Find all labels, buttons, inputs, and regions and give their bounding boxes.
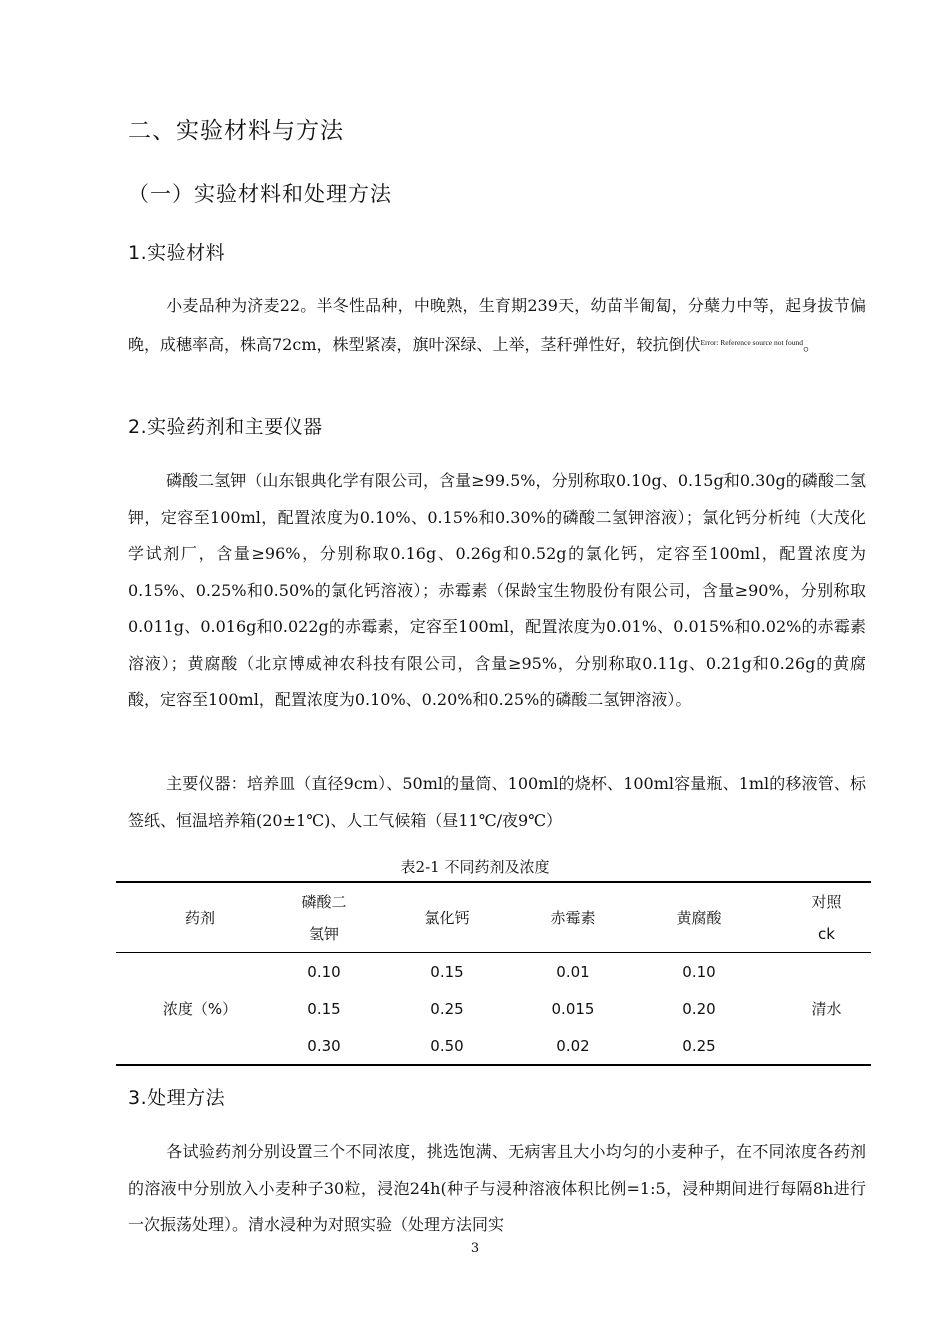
reagent-concentration-table <box>116 881 871 1066</box>
table-cell: 0.01 <box>530 953 616 991</box>
reference-error-note: Error: Reference source not found <box>700 337 803 347</box>
table-cell: 0.10 <box>616 953 782 991</box>
heading-experiment-materials: 1.实验材料 <box>128 242 226 264</box>
paragraph-end: 。 <box>802 334 819 354</box>
header-cell-kh2po4 <box>284 882 364 953</box>
table-cell: 0.02 <box>530 1027 616 1065</box>
heading-treatment-method: 3.处理方法 <box>128 1087 226 1109</box>
header-cell-cacl2: 氯化钙 <box>364 882 530 953</box>
control-cell: 清水 <box>782 953 871 1066</box>
table-header-row <box>116 882 871 953</box>
header-text: 磷酸二 <box>301 892 347 911</box>
header-text: ck <box>818 924 835 943</box>
header-text: 氢钾 <box>308 924 339 943</box>
paragraph-text: 主要仪器：培养皿（直径9cm）、50ml的量筒、100ml的烧杯、100ml容量瓶、1ml的移液管、标签纸、恒温培养箱(20±1℃)、人工气候箱（昼11℃/夜9℃） <box>128 774 866 830</box>
page-number: 3 <box>470 1241 480 1256</box>
table-cell: 0.15 <box>364 953 530 991</box>
section-heading: 二、实验材料与方法 <box>128 118 344 144</box>
paragraph-text: 各试验药剂分别设置三个不同浓度，挑选饱满、无病害且大小均匀的小麦种子，在不同浓度各药剂的溶液中分别放入小麦种子30粒，浸泡24h(种子与浸种溶液体积比例=1:5，浸种期间进行每隔8h进行一次振荡处理）。清水浸种为对照实验（处理方法同实 <box>128 1142 866 1234</box>
row-label-concentration: 浓度（%） <box>116 953 284 1066</box>
table-cell: 0.25 <box>430 999 464 1018</box>
paragraph-text: 磷酸二氢钾（山东银典化学有限公司，含量≥99.5%，分别称取0.10g、0.15g和0.30g的磷酸二氢钾，定容至100ml，配置浓度为0.10%、0.15%和0.30%的磷酸二氢钾溶液）；氯化钙分析纯（大茂化学试剂厂，含量≥96%，分别称取0.16g、0.26g和0.52g的氯化钙，定容至100ml，配置浓度为0.15%、0.25%和0.50%的氯化钙溶液）；赤霉素（保龄宝生物股份有限公司，含量≥90%，分别称取0.011g、0.016g和0.022g的赤霉素，定容至100ml，配置浓度为0.01%、0.015%和0.02%的赤霉素溶液）；黄腐酸（北京博威神农科技有限公司，含量≥95%，分别称取0.11g、0.21g和0.26g的黄腐酸，定容至100ml，配置浓度为0.10%、0.20%和0.25%的磷酸二氢钾溶液）。 <box>128 471 866 709</box>
table-cell: 0.30 <box>284 1027 364 1065</box>
subsection-heading: （一）实验材料和处理方法 <box>128 182 392 206</box>
paragraph-reagents <box>128 463 866 719</box>
header-cell-fulvic-acid: 黄腐酸 <box>616 882 782 953</box>
table-cell: 0.25 <box>616 1027 782 1065</box>
heading-reagents-instruments: 2.实验药剂和主要仪器 <box>128 416 323 438</box>
table-cell: 0.15 <box>307 999 341 1018</box>
header-text: 对照 <box>811 892 842 911</box>
header-cell-reagent: 药剂 <box>116 882 284 953</box>
table-caption: 表2-1 不同药剂及浓度 <box>400 858 550 876</box>
table-cell: 0.015 <box>551 999 595 1018</box>
table-row <box>116 953 871 991</box>
paragraph-wheat-variety <box>128 288 866 363</box>
paragraph-treatment <box>128 1134 866 1244</box>
header-cell-control <box>782 882 871 953</box>
paragraph-text: 小麦品种为济麦22。半冬性品种，中晚熟，生育期239天，幼苗半匍匐，分蘖力中等，起身拔节偏晚，成穗率高，株高72cm，株型紧凑，旗叶深绿、上举，茎秆弹性好，较抗倒伏 <box>128 296 866 354</box>
table-cell: 0.50 <box>364 1027 530 1065</box>
header-cell-ga: 赤霉素 <box>530 882 616 953</box>
table-cell: 0.20 <box>682 999 716 1018</box>
table-cell: 0.10 <box>284 953 364 991</box>
paragraph-instruments <box>128 766 866 839</box>
